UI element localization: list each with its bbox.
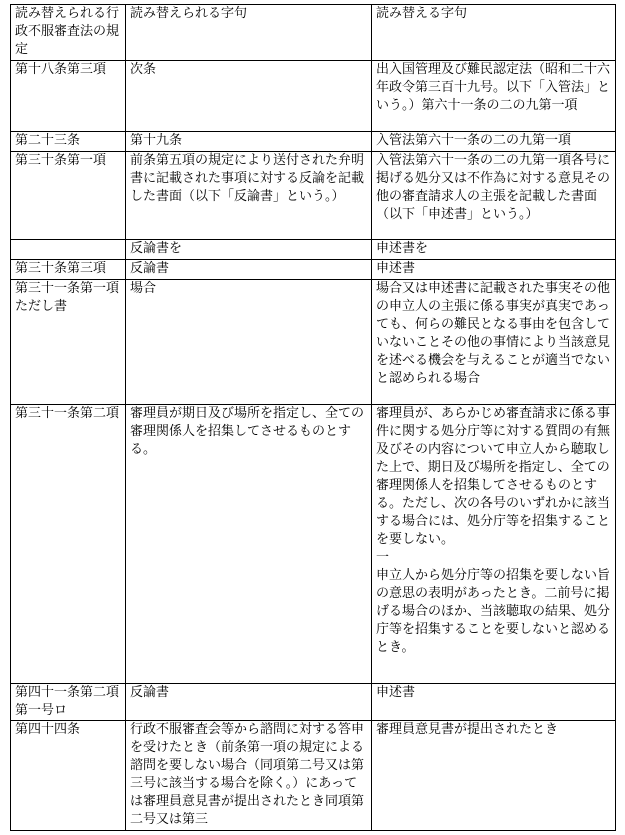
table-row (11, 280, 616, 405)
table-row (11, 684, 616, 721)
header-original-phrase: 読み替えられる字句 (126, 5, 372, 61)
header-row (11, 5, 616, 61)
table-row (11, 721, 616, 831)
provision-cell: 第三十条第一項 (11, 152, 126, 240)
table-row (11, 260, 616, 280)
original-phrase-cell: 反論書 (126, 260, 372, 280)
table-row (11, 61, 616, 132)
replacement-phrase-cell: 申述書を (372, 240, 616, 260)
table-row (11, 240, 616, 260)
replacement-table (10, 4, 616, 831)
provision-cell: 第三十条第三項 (11, 260, 126, 280)
header-provision: 読み替えられる行政不服審査法の規定 (11, 5, 126, 61)
original-phrase-cell: 次条 (126, 61, 372, 132)
table-row (11, 152, 616, 240)
replacement-phrase-cell: 申述書 (372, 260, 616, 280)
replacement-phrase-cell: 入管法第六十一条の二の九第一項 (372, 132, 616, 152)
provision-cell: 第三十一条第一項ただし書 (11, 280, 126, 405)
replacement-phrase-cell: 入管法第六十一条の二の九第一項各号に掲げる処分又は不作為に対する意見その他の審査請求人の主張を記載した書面（以下「申述書」という。） (372, 152, 616, 240)
original-phrase-cell: 第十九条 (126, 132, 372, 152)
original-phrase-cell: 行政不服審査会等から諮問に対する答申を受けたとき（前条第一項の規定による諮問を要しない場合（同項第二号又は第三号に該当する場合を除く。）にあっては審理員意見書が提出されたとき同項第二号又は第三 (126, 721, 372, 831)
provision-cell: 第四十四条 (11, 721, 126, 831)
original-phrase-cell: 反論書を (126, 240, 372, 260)
original-phrase-cell: 場合 (126, 280, 372, 405)
replacement-phrase-cell: 審理員が、あらかじめ審査請求に係る事件に関する処分庁等に対する質問の有無及びその内容について申立人から聴取した上で、期日及び場所を指定し、全ての審理関係人を招集してさせるものとする。ただし、次の各号のいずれかに該当する場合には、処分庁等を招集することを要しない。 一 申立人から処分庁等の招集を要しない旨の意思の表明があったとき。二前号に掲げる場合のほか、当該聴取の結果、処分庁等を招集することを要しないと認めるとき。 (372, 405, 616, 684)
replacement-phrase-cell: 申述書 (372, 684, 616, 721)
provision-cell: 第十八条第三項 (11, 61, 126, 132)
provision-cell: 第二十三条 (11, 132, 126, 152)
original-phrase-cell: 前条第五項の規定により送付された弁明書に記載された事項に対する反論を記載した書面（以下「反論書」という。） (126, 152, 372, 240)
table-row (11, 405, 616, 684)
provision-cell: 第四十一条第二項第一号ロ (11, 684, 126, 721)
original-phrase-cell: 審理員が期日及び場所を指定し、全ての審理関係人を招集してさせるものとする。 (126, 405, 372, 684)
original-phrase-cell: 反論書 (126, 684, 372, 721)
replacement-phrase-cell: 場合又は申述書に記載された事実その他の申立人の主張に係る事実が真実であっても、何らの難民となる事由を包含していないことその他の事情により当該意見を述べる機会を与えることが適当でないと認められる場合 (372, 280, 616, 405)
provision-cell (11, 240, 126, 260)
provision-cell: 第三十一条第二項 (11, 405, 126, 684)
table-row (11, 132, 616, 152)
replacement-phrase-cell: 審理員意見書が提出されたとき (372, 721, 616, 831)
replacement-phrase-cell: 出入国管理及び難民認定法（昭和二十六年政令第三百十九号。以下「入管法」という。）第六十一条の二の九第一項 (372, 61, 616, 132)
header-replacement-phrase: 読み替える字句 (372, 5, 616, 61)
